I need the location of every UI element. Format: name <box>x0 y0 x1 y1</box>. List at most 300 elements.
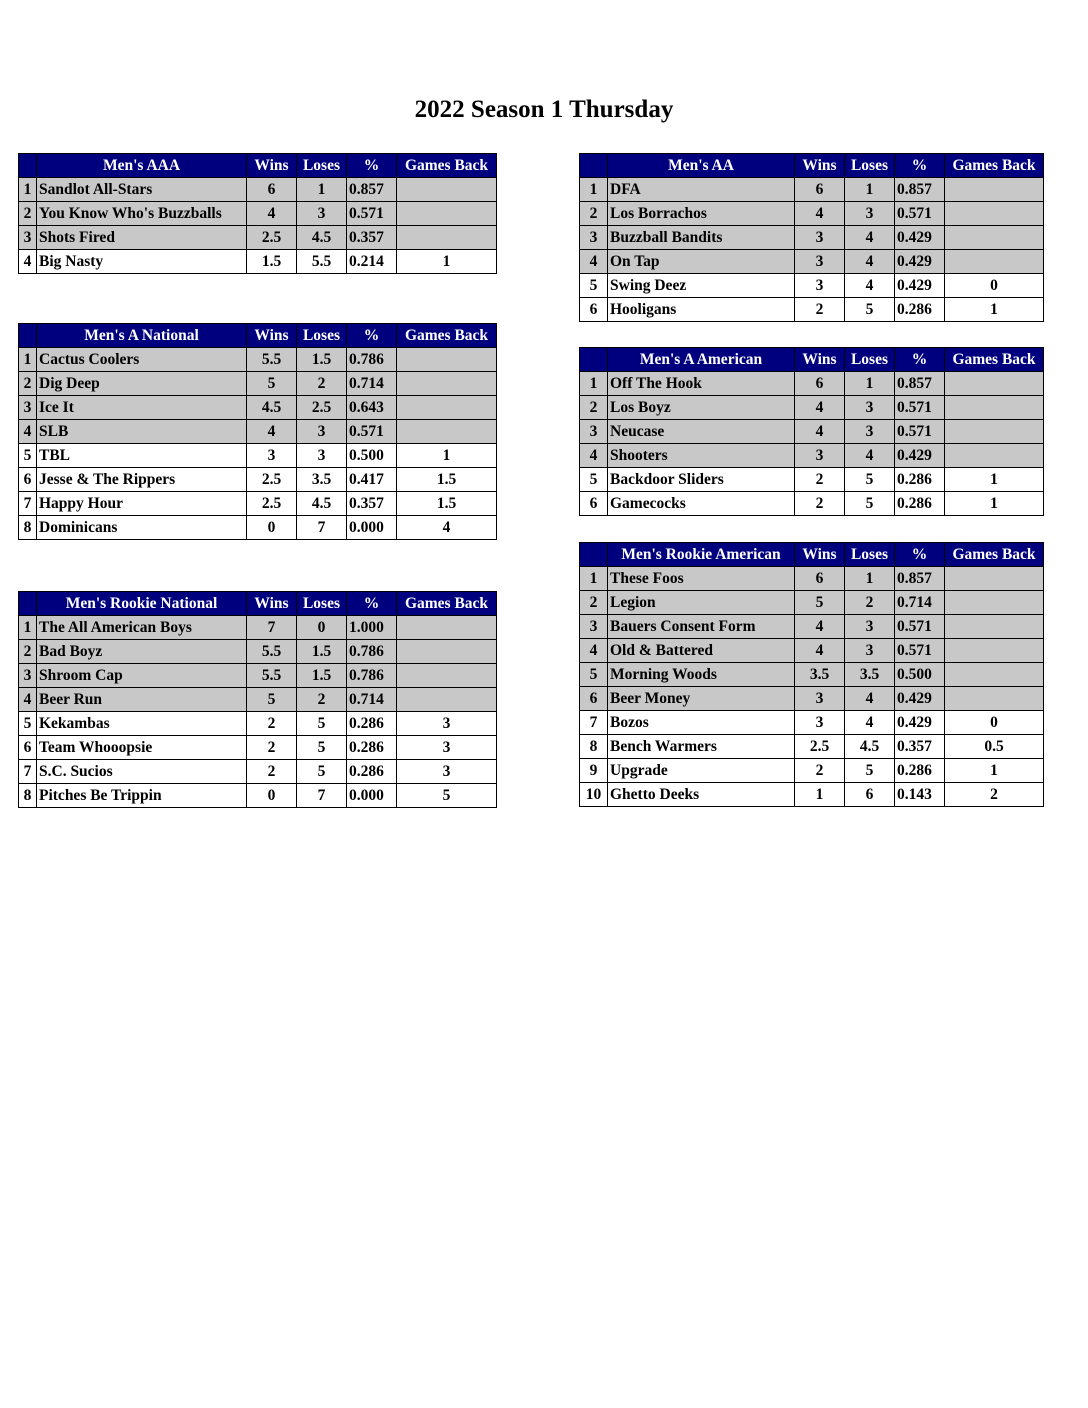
wins-cell: 5.5 <box>247 348 297 372</box>
pct-cell: 0.357 <box>895 735 945 759</box>
rank-header <box>19 154 37 178</box>
games-back-cell <box>945 202 1044 226</box>
rank-cell: 2 <box>580 202 608 226</box>
wins-cell: 4 <box>795 420 845 444</box>
pct-header: % <box>895 348 945 372</box>
wins-cell: 6 <box>795 178 845 202</box>
division-name: Men's A National <box>37 324 247 348</box>
table-row <box>19 348 497 372</box>
table-row <box>19 688 497 712</box>
loses-cell: 2 <box>297 372 347 396</box>
wins-header: Wins <box>247 592 297 616</box>
team-name: Bad Boyz <box>37 640 247 664</box>
games-back-header: Games Back <box>945 543 1044 567</box>
loses-cell: 3 <box>845 615 895 639</box>
rank-cell: 4 <box>19 250 37 274</box>
pct-cell: 0.571 <box>895 639 945 663</box>
table-row <box>580 226 1044 250</box>
table-row <box>580 468 1044 492</box>
rank-cell: 3 <box>19 226 37 250</box>
games-back-cell: 1 <box>945 759 1044 783</box>
games-back-header: Games Back <box>397 592 497 616</box>
table-row <box>19 492 497 516</box>
rank-cell: 2 <box>580 396 608 420</box>
rank-cell: 5 <box>19 444 37 468</box>
rank-cell: 8 <box>19 784 37 808</box>
table-row <box>580 202 1044 226</box>
wins-cell: 2 <box>247 760 297 784</box>
games-back-cell: 5 <box>397 784 497 808</box>
pct-cell: 0.286 <box>895 759 945 783</box>
pct-cell: 0.786 <box>347 348 397 372</box>
table-row <box>580 591 1044 615</box>
loses-header: Loses <box>845 543 895 567</box>
games-back-cell <box>945 420 1044 444</box>
team-name: On Tap <box>608 250 795 274</box>
games-back-cell: 3 <box>397 712 497 736</box>
team-name: Jesse & The Rippers <box>37 468 247 492</box>
team-name: Shooters <box>608 444 795 468</box>
pct-cell: 0.857 <box>347 178 397 202</box>
rank-cell: 3 <box>580 615 608 639</box>
pct-cell: 0.357 <box>347 226 397 250</box>
pct-cell: 0.714 <box>895 591 945 615</box>
table-row <box>19 396 497 420</box>
pct-header: % <box>347 592 397 616</box>
pct-cell: 0.571 <box>895 396 945 420</box>
team-name: Kekambas <box>37 712 247 736</box>
table-row <box>580 298 1044 322</box>
games-back-cell <box>397 396 497 420</box>
table-row <box>19 712 497 736</box>
loses-cell: 6 <box>845 783 895 807</box>
loses-cell: 4.5 <box>297 226 347 250</box>
games-back-cell <box>397 372 497 396</box>
team-name: Big Nasty <box>37 250 247 274</box>
division-name: Men's AA <box>608 154 795 178</box>
table-row <box>19 640 497 664</box>
loses-cell: 4.5 <box>845 735 895 759</box>
rank-cell: 1 <box>19 348 37 372</box>
games-back-cell <box>397 420 497 444</box>
team-name: Cactus Coolers <box>37 348 247 372</box>
table-row <box>19 372 497 396</box>
games-back-cell <box>397 202 497 226</box>
wins-cell: 2 <box>795 468 845 492</box>
loses-header: Loses <box>297 154 347 178</box>
pct-cell: 0.571 <box>895 615 945 639</box>
division-name: Men's A American <box>608 348 795 372</box>
loses-cell: 3 <box>297 444 347 468</box>
rank-header <box>580 348 608 372</box>
wins-cell: 2 <box>795 298 845 322</box>
table-row <box>19 468 497 492</box>
team-name: Dominicans <box>37 516 247 540</box>
loses-cell: 5 <box>845 759 895 783</box>
wins-header: Wins <box>795 543 845 567</box>
pct-cell: 0.571 <box>895 420 945 444</box>
wins-header: Wins <box>247 154 297 178</box>
rank-cell: 4 <box>580 444 608 468</box>
loses-cell: 1 <box>845 178 895 202</box>
pct-cell: 0.417 <box>347 468 397 492</box>
pct-cell: 0.500 <box>347 444 397 468</box>
team-name: Backdoor Sliders <box>608 468 795 492</box>
standings-table-mens-rookie-american <box>579 542 1044 807</box>
loses-cell: 4 <box>845 444 895 468</box>
wins-header: Wins <box>795 154 845 178</box>
pct-cell: 0.429 <box>895 687 945 711</box>
table-row <box>580 492 1044 516</box>
rank-cell: 5 <box>19 712 37 736</box>
table-row <box>580 178 1044 202</box>
pct-cell: 0.286 <box>895 298 945 322</box>
rank-cell: 6 <box>19 468 37 492</box>
wins-cell: 4 <box>247 202 297 226</box>
team-name: You Know Who's Buzzballs <box>37 202 247 226</box>
team-name: Bauers Consent Form <box>608 615 795 639</box>
games-back-cell: 1.5 <box>397 468 497 492</box>
team-name: Off The Hook <box>608 372 795 396</box>
games-back-cell <box>397 640 497 664</box>
pct-cell: 0.000 <box>347 784 397 808</box>
games-back-cell <box>397 664 497 688</box>
team-name: Swing Deez <box>608 274 795 298</box>
wins-cell: 1.5 <box>247 250 297 274</box>
rank-cell: 3 <box>580 226 608 250</box>
pct-cell: 0.357 <box>347 492 397 516</box>
games-back-cell: 0.5 <box>945 735 1044 759</box>
rank-cell: 8 <box>580 735 608 759</box>
pct-cell: 0.429 <box>895 444 945 468</box>
pct-cell: 0.500 <box>895 663 945 687</box>
games-back-cell: 3 <box>397 736 497 760</box>
loses-cell: 2.5 <box>297 396 347 420</box>
table-row <box>580 759 1044 783</box>
loses-cell: 3 <box>845 639 895 663</box>
loses-cell: 2 <box>845 591 895 615</box>
table-row <box>580 711 1044 735</box>
pct-cell: 0.571 <box>347 202 397 226</box>
team-name: Upgrade <box>608 759 795 783</box>
team-name: Sandlot All-Stars <box>37 178 247 202</box>
wins-cell: 4 <box>795 396 845 420</box>
pct-cell: 0.286 <box>895 492 945 516</box>
wins-cell: 3 <box>795 226 845 250</box>
team-name: TBL <box>37 444 247 468</box>
wins-cell: 3 <box>247 444 297 468</box>
pct-cell: 0.571 <box>347 420 397 444</box>
rank-cell: 2 <box>19 202 37 226</box>
loses-cell: 3 <box>845 396 895 420</box>
games-back-cell <box>945 396 1044 420</box>
table-row <box>580 615 1044 639</box>
team-name: Neucase <box>608 420 795 444</box>
division-name: Men's Rookie American <box>608 543 795 567</box>
pct-header: % <box>347 324 397 348</box>
wins-cell: 4 <box>795 639 845 663</box>
games-back-cell <box>945 615 1044 639</box>
pct-cell: 0.857 <box>895 372 945 396</box>
loses-cell: 1 <box>845 567 895 591</box>
rank-cell: 5 <box>580 468 608 492</box>
team-name: SLB <box>37 420 247 444</box>
games-back-cell: 0 <box>945 711 1044 735</box>
rank-cell: 6 <box>580 492 608 516</box>
team-name: Hooligans <box>608 298 795 322</box>
team-name: Beer Run <box>37 688 247 712</box>
wins-cell: 5.5 <box>247 664 297 688</box>
loses-cell: 3.5 <box>297 468 347 492</box>
wins-cell: 2.5 <box>247 226 297 250</box>
pct-cell: 0.429 <box>895 274 945 298</box>
standings-table-mens-a-national <box>18 323 497 540</box>
games-back-cell <box>945 250 1044 274</box>
wins-cell: 0 <box>247 784 297 808</box>
header-row <box>19 154 497 178</box>
games-back-cell <box>397 178 497 202</box>
rank-cell: 2 <box>580 591 608 615</box>
loses-cell: 3.5 <box>845 663 895 687</box>
loses-cell: 7 <box>297 784 347 808</box>
loses-cell: 3 <box>297 420 347 444</box>
table-row <box>19 516 497 540</box>
wins-cell: 3 <box>795 711 845 735</box>
pct-cell: 0.286 <box>347 760 397 784</box>
loses-cell: 4 <box>845 226 895 250</box>
wins-cell: 3 <box>795 687 845 711</box>
pct-cell: 0.143 <box>895 783 945 807</box>
wins-cell: 6 <box>795 567 845 591</box>
pct-cell: 0.857 <box>895 178 945 202</box>
wins-cell: 0 <box>247 516 297 540</box>
wins-cell: 2 <box>247 712 297 736</box>
wins-cell: 2 <box>795 759 845 783</box>
rank-cell: 9 <box>580 759 608 783</box>
standings-table-mens-aaa <box>18 153 497 274</box>
games-back-cell <box>945 639 1044 663</box>
pct-cell: 0.429 <box>895 226 945 250</box>
table-row <box>580 444 1044 468</box>
rank-cell: 7 <box>19 492 37 516</box>
rank-cell: 6 <box>580 298 608 322</box>
wins-cell: 1 <box>795 783 845 807</box>
wins-cell: 3 <box>795 250 845 274</box>
rank-header <box>580 543 608 567</box>
wins-cell: 6 <box>795 372 845 396</box>
games-back-header: Games Back <box>397 154 497 178</box>
table-row <box>580 639 1044 663</box>
team-name: These Foos <box>608 567 795 591</box>
games-back-cell <box>945 567 1044 591</box>
loses-cell: 5 <box>297 712 347 736</box>
loses-cell: 5 <box>297 736 347 760</box>
header-row <box>19 324 497 348</box>
pct-cell: 0.786 <box>347 664 397 688</box>
team-name: DFA <box>608 178 795 202</box>
games-back-cell: 2 <box>945 783 1044 807</box>
page-title: 2022 Season 1 Thursday <box>414 96 674 123</box>
table-row <box>580 372 1044 396</box>
pct-header: % <box>347 154 397 178</box>
rank-cell: 1 <box>19 616 37 640</box>
games-back-cell <box>945 226 1044 250</box>
team-name: Happy Hour <box>37 492 247 516</box>
wins-cell: 3.5 <box>795 663 845 687</box>
table-row <box>19 664 497 688</box>
pct-cell: 0.571 <box>895 202 945 226</box>
pct-cell: 0.643 <box>347 396 397 420</box>
team-name: Shroom Cap <box>37 664 247 688</box>
loses-cell: 5.5 <box>297 250 347 274</box>
header-row <box>580 543 1044 567</box>
pct-cell: 0.000 <box>347 516 397 540</box>
rank-cell: 3 <box>19 396 37 420</box>
loses-header: Loses <box>297 324 347 348</box>
division-name: Men's AAA <box>37 154 247 178</box>
table-row <box>19 736 497 760</box>
loses-cell: 0 <box>297 616 347 640</box>
division-name: Men's Rookie National <box>37 592 247 616</box>
rank-cell: 6 <box>19 736 37 760</box>
rank-cell: 7 <box>19 760 37 784</box>
games-back-cell <box>945 591 1044 615</box>
table-row <box>19 784 497 808</box>
team-name: Team Whooopsie <box>37 736 247 760</box>
rank-header <box>19 592 37 616</box>
header-row <box>580 154 1044 178</box>
wins-cell: 2.5 <box>247 468 297 492</box>
table-row <box>19 616 497 640</box>
loses-cell: 5 <box>845 298 895 322</box>
table-row <box>580 687 1044 711</box>
games-back-cell <box>945 663 1044 687</box>
table-row <box>580 663 1044 687</box>
wins-cell: 5 <box>247 688 297 712</box>
rank-cell: 3 <box>580 420 608 444</box>
games-back-cell: 3 <box>397 760 497 784</box>
pct-cell: 0.214 <box>347 250 397 274</box>
rank-cell: 7 <box>580 711 608 735</box>
pct-cell: 0.786 <box>347 640 397 664</box>
loses-cell: 1.5 <box>297 348 347 372</box>
team-name: Ice It <box>37 396 247 420</box>
loses-cell: 3 <box>297 202 347 226</box>
games-back-cell <box>945 687 1044 711</box>
team-name: Legion <box>608 591 795 615</box>
team-name: Buzzball Bandits <box>608 226 795 250</box>
rank-cell: 10 <box>580 783 608 807</box>
table-row <box>19 420 497 444</box>
games-back-cell <box>397 616 497 640</box>
rank-cell: 4 <box>19 420 37 444</box>
loses-cell: 5 <box>845 468 895 492</box>
games-back-cell <box>397 226 497 250</box>
loses-cell: 7 <box>297 516 347 540</box>
rank-cell: 4 <box>580 639 608 663</box>
team-name: Gamecocks <box>608 492 795 516</box>
team-name: Bozos <box>608 711 795 735</box>
wins-cell: 2.5 <box>795 735 845 759</box>
pct-cell: 0.429 <box>895 711 945 735</box>
standings-table-mens-aa <box>579 153 1044 322</box>
loses-header: Loses <box>845 348 895 372</box>
team-name: Old & Battered <box>608 639 795 663</box>
rank-cell: 5 <box>580 274 608 298</box>
team-name: Los Boyz <box>608 396 795 420</box>
wins-cell: 4.5 <box>247 396 297 420</box>
rank-cell: 1 <box>580 178 608 202</box>
team-name: The All American Boys <box>37 616 247 640</box>
loses-cell: 1 <box>297 178 347 202</box>
wins-cell: 7 <box>247 616 297 640</box>
pct-cell: 1.000 <box>347 616 397 640</box>
loses-cell: 3 <box>845 202 895 226</box>
rank-cell: 2 <box>19 372 37 396</box>
wins-cell: 5 <box>795 591 845 615</box>
games-back-cell <box>397 688 497 712</box>
loses-header: Loses <box>297 592 347 616</box>
loses-cell: 4 <box>845 274 895 298</box>
rank-cell: 8 <box>19 516 37 540</box>
wins-cell: 3 <box>795 444 845 468</box>
rank-cell: 1 <box>580 567 608 591</box>
table-row <box>19 250 497 274</box>
wins-cell: 4 <box>247 420 297 444</box>
games-back-cell: 1 <box>945 298 1044 322</box>
team-name: Shots Fired <box>37 226 247 250</box>
pct-cell: 0.286 <box>347 736 397 760</box>
table-row <box>580 735 1044 759</box>
games-back-cell <box>945 178 1044 202</box>
pct-cell: 0.714 <box>347 372 397 396</box>
loses-cell: 4 <box>845 711 895 735</box>
wins-cell: 5.5 <box>247 640 297 664</box>
rank-cell: 1 <box>580 372 608 396</box>
wins-cell: 2.5 <box>247 492 297 516</box>
table-row <box>19 178 497 202</box>
wins-header: Wins <box>247 324 297 348</box>
games-back-cell: 0 <box>945 274 1044 298</box>
loses-cell: 4 <box>845 250 895 274</box>
rank-cell: 4 <box>19 688 37 712</box>
wins-cell: 5 <box>247 372 297 396</box>
pct-header: % <box>895 543 945 567</box>
loses-cell: 3 <box>845 420 895 444</box>
rank-cell: 2 <box>19 640 37 664</box>
loses-cell: 1.5 <box>297 640 347 664</box>
rank-cell: 6 <box>580 687 608 711</box>
loses-cell: 4 <box>845 687 895 711</box>
team-name: Dig Deep <box>37 372 247 396</box>
rank-cell: 5 <box>580 663 608 687</box>
table-row <box>19 226 497 250</box>
games-back-header: Games Back <box>945 154 1044 178</box>
loses-cell: 1.5 <box>297 664 347 688</box>
pct-cell: 0.286 <box>347 712 397 736</box>
table-row <box>19 202 497 226</box>
team-name: Ghetto Deeks <box>608 783 795 807</box>
games-back-header: Games Back <box>945 348 1044 372</box>
games-back-cell: 1 <box>945 468 1044 492</box>
games-back-cell: 1 <box>945 492 1044 516</box>
table-row <box>580 783 1044 807</box>
wins-cell: 6 <box>247 178 297 202</box>
table-row <box>580 420 1044 444</box>
pct-header: % <box>895 154 945 178</box>
rank-header <box>580 154 608 178</box>
games-back-cell: 1 <box>397 250 497 274</box>
